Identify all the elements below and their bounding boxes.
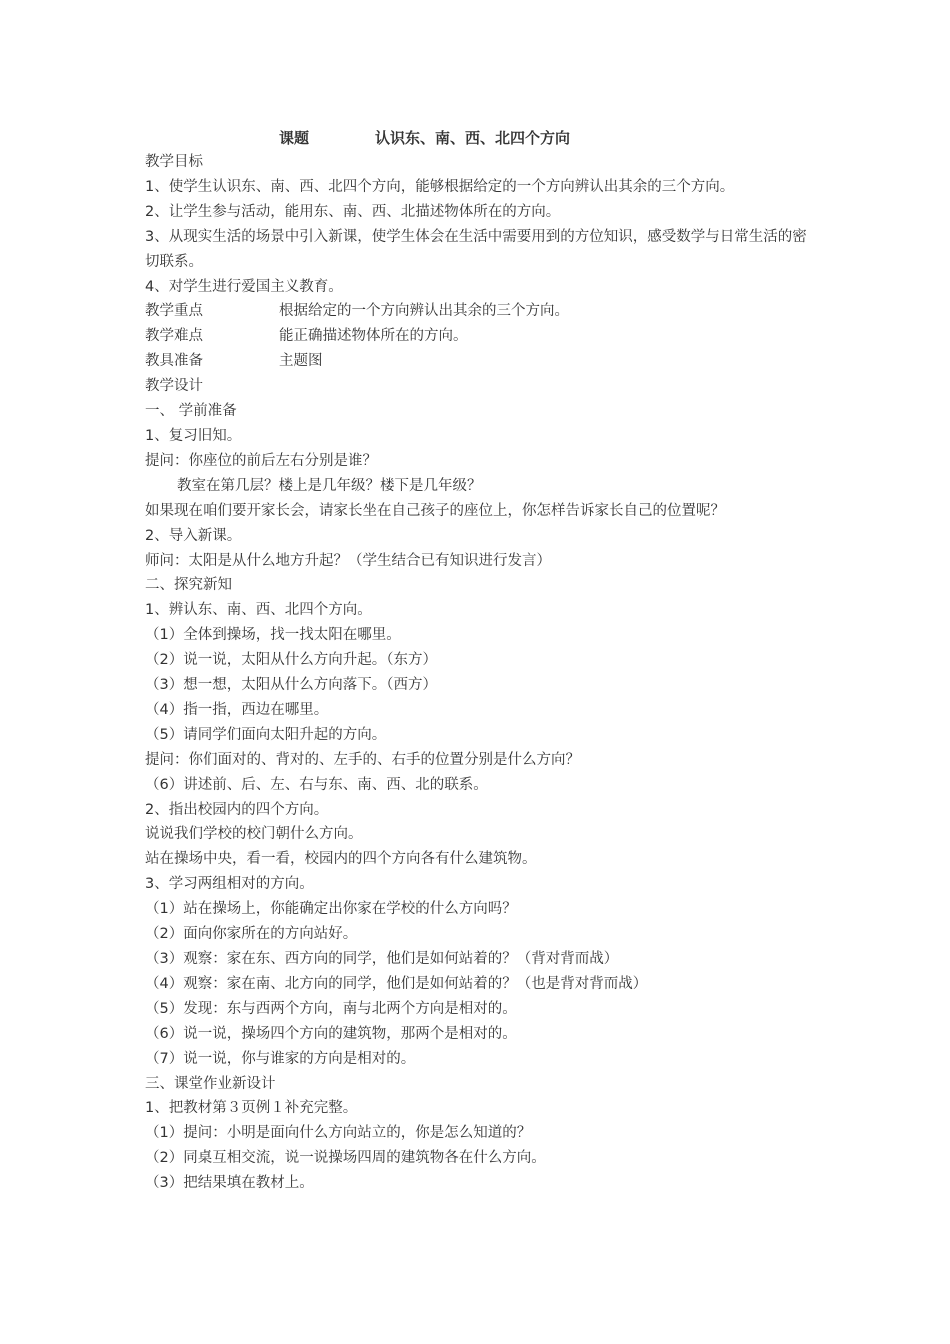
section2-line: （2）面向你家所在的方向站好。	[145, 926, 358, 943]
section2-heading: 二、探究新知	[145, 577, 232, 594]
lesson-title	[279, 128, 570, 148]
section2-line: （3）想一想，太阳从什么方向落下。（西方）	[145, 677, 437, 694]
section2-line: （6）讲述前、后、左、右与东、南、西、北的联系。	[145, 776, 488, 793]
goal-item: 2、让学生参与活动，能用东、南、西、北描述物体所在的方向。	[145, 203, 561, 220]
section3-heading: 三、课堂作业新设计	[145, 1075, 276, 1092]
section3-line: （3）把结果填在教材上。	[145, 1175, 314, 1192]
title-text: 认识东、南、西、北四个方向	[375, 129, 571, 147]
document-body	[145, 150, 815, 1196]
goals-heading: 教学目标	[145, 154, 203, 170]
materials-value: 主题图	[279, 353, 323, 370]
section1-line: 师问：太阳是从什么地方升起？（学生结合已有知识进行发言）	[145, 552, 551, 569]
goal-item: 3、从现实生活的场景中引入新课，使学生体会在生活中需要用到的方位知识，感受数学与日常生活的密切联系。	[145, 228, 807, 270]
design-heading: 教学设计	[145, 378, 203, 395]
key-point-row	[145, 299, 815, 324]
section2-line: （3）观察：家在东、西方向的同学，他们是如何站着的？（背对背而战）	[145, 951, 619, 967]
section1-line: 如果现在咱们要开家长会，请家长坐在自己孩子的座位上，你怎样告诉家长自己的位置呢？	[145, 502, 725, 519]
section2-line: （1）站在操场上，你能确定出你家在学校的什么方向吗？	[145, 901, 517, 918]
goal-item: 1、使学生认识东、南、西、北四个方向，能够根据给定的一个方向辨认出其余的三个方向。	[145, 178, 735, 195]
section2-line: （1）全体到操场，找一找太阳在哪里。	[145, 627, 401, 644]
section2-line: （2）说一说，太阳从什么方向升起。（东方）	[145, 652, 437, 669]
materials-row	[145, 349, 815, 374]
difficulty-value: 能正确描述物体所在的方向。	[279, 328, 468, 345]
section2-line: 1、辨认东、南、西、北四个方向。	[145, 602, 372, 619]
section3-line: （1）提问：小明是面向什么方向站立的，你是怎么知道的？	[145, 1125, 532, 1142]
key-point-label: 教学重点	[145, 303, 203, 320]
section2-line: （6）说一说，操场四个方向的建筑物，那两个是相对的。	[145, 1025, 517, 1042]
title-label: 课题	[279, 129, 310, 147]
section2-line: （7）说一说，你与谁家的方向是相对的。	[145, 1050, 416, 1067]
section3-line: 1、把教材第３页例１补充完整。	[145, 1100, 358, 1117]
section2-line: （5）请同学们面向太阳升起的方向。	[145, 726, 387, 743]
section1-line: 教室在第几层？楼上是几年级？楼下是几年级？	[177, 477, 482, 494]
section2-line: 3、学习两组相对的方向。	[145, 876, 314, 893]
key-point-value: 根据给定的一个方向辨认出其余的三个方向。	[279, 303, 569, 320]
section2-line: 2、指出校园内的四个方向。	[145, 801, 329, 818]
goal-item: 4、对学生进行爱国主义教育。	[145, 278, 343, 295]
section2-line: 站在操场中央，看一看，校园内的四个方向各有什么建筑物。	[145, 851, 537, 868]
materials-label: 教具准备	[145, 353, 203, 370]
section2-line: （4）观察：家在南、北方向的同学，他们是如何站着的？（也是背对背而战）	[145, 975, 648, 992]
difficulty-row	[145, 324, 815, 349]
section1-line: 2、导入新课。	[145, 527, 242, 544]
section2-line: 提问：你们面对的、背对的、左手的、右手的位置分别是什么方向？	[145, 751, 580, 768]
section1-heading: 一、 学前准备	[145, 403, 237, 420]
difficulty-label: 教学难点	[145, 328, 203, 345]
section2-line: （5）发现：东与西两个方向，南与北两个方向是相对的。	[145, 1000, 517, 1017]
section1-line: 提问：你座位的前后左右分别是谁？	[145, 452, 377, 469]
section3-line: （2）同桌互相交流，说一说操场四周的建筑物各在什么方向。	[145, 1150, 546, 1167]
section2-line: （4）指一指，西边在哪里。	[145, 701, 329, 718]
section2-line: 说说我们学校的校门朝什么方向。	[145, 826, 363, 843]
section1-line: 1、复习旧知。	[145, 427, 242, 444]
